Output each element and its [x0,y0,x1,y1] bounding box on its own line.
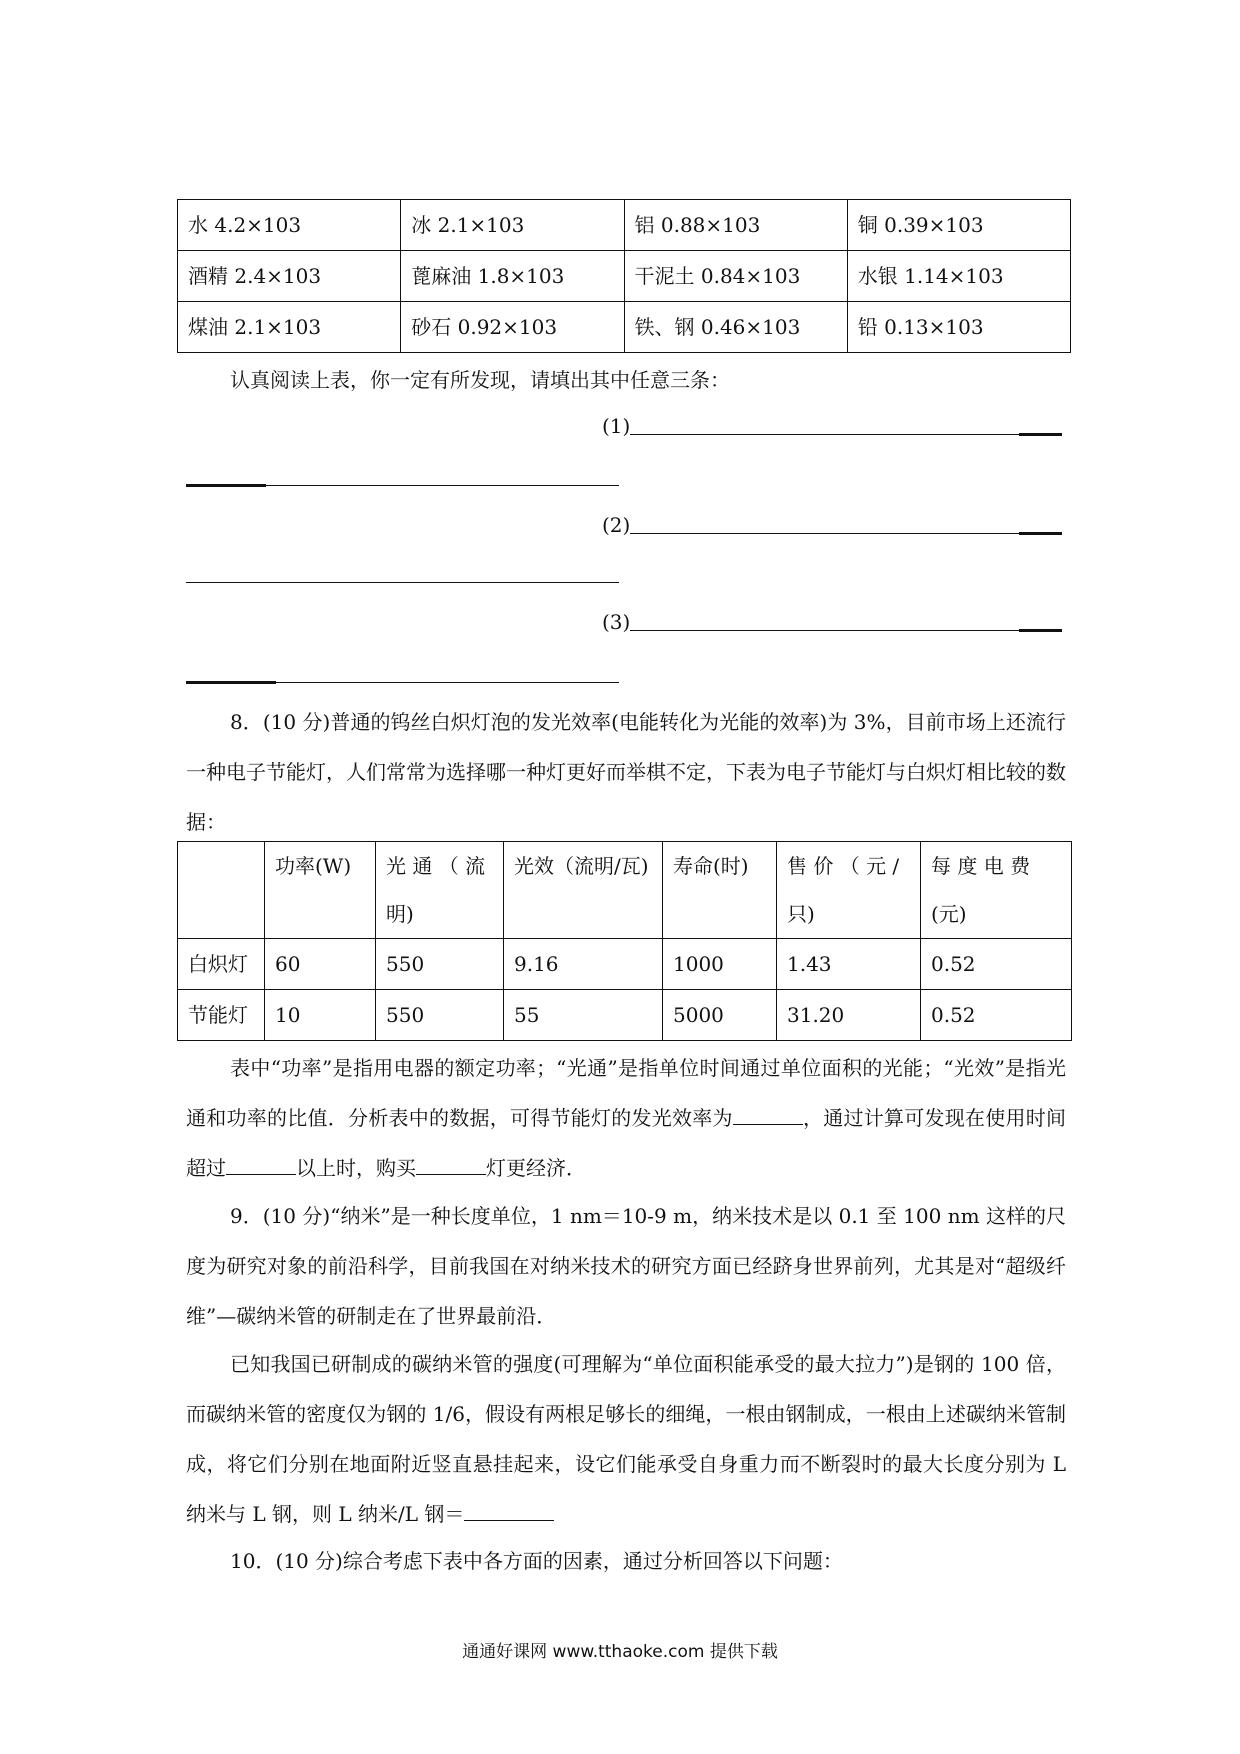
q8-intro: 8．(10 分)普通的钨丝白炽灯泡的发光效率(电能转化为光能的效率)为 3%，目前市场上还流行一种电子节能灯，人们常常为选择哪一种灯更好而举棋不定，下表为电子节能灯与白炽灯相比较的数据： [186,710,1066,834]
table-row [178,939,1072,990]
answer-line[interactable] [1019,433,1062,436]
lamp-comparison-table [177,841,1072,1041]
specific-heat-table [177,199,1071,353]
table-cell: 铁、钢 0.46×103 [624,302,847,353]
table-header-cell: 光 通 （ 流明) [376,842,504,939]
table-header-cell: 售 价 （ 元 / 只) [777,842,921,939]
answer-line[interactable] [266,485,619,486]
table-cell: 5000 [663,990,777,1041]
table-header-cell: 寿命(时) [663,842,777,939]
table-row [178,251,1071,302]
table-cell: 铜 0.39×103 [847,200,1070,251]
table-cell: 9.16 [504,939,663,990]
q8-text-part: 灯更经济． [486,1156,586,1180]
table-cell: 550 [376,939,504,990]
answer-line[interactable] [276,682,619,683]
q8-text-part: 表中“功率”是指用电器的额定功率；“光通”是指单位时间通过单位面积的光能；“光效”是指光通和功率的比值．分析表中的数据，可得节能灯的发光效率为 [186,1056,1066,1130]
table-cell: 煤油 2.1×103 [178,302,401,353]
table-header-row [178,842,1072,939]
answer-line[interactable] [630,434,1019,435]
q8-text-part: 以上时，购买 [296,1156,416,1180]
table-cell: 水 4.2×103 [178,200,401,251]
blank-label-1: (1) [602,414,631,438]
answer-line[interactable] [186,484,266,487]
q9-text [186,1339,1066,1539]
table-cell: 10 [265,990,376,1041]
q8-text-part: ，通过计算可发现在使用时间超过 [186,1106,1066,1180]
table-row [178,200,1071,251]
table-cell: 0.52 [921,990,1072,1041]
table-cell: 1.43 [777,939,921,990]
table-cell: 55 [504,990,663,1041]
fill-blank[interactable] [464,1500,554,1521]
q8-text [186,1043,1066,1193]
table-cell: 酒精 2.4×103 [178,251,401,302]
table-cell: 白炽灯 [178,939,265,990]
answer-line[interactable] [1019,532,1062,535]
table-cell: 蓖麻油 1.8×103 [401,251,624,302]
table-row [178,990,1072,1041]
answer-line[interactable] [1019,629,1062,632]
table-cell: 1000 [663,939,777,990]
answer-line[interactable] [186,582,619,583]
q10-intro: 10．(10 分)综合考虑下表中各方面的因素，通过分析回答以下问题： [230,1549,843,1573]
table-header-cell: 光效（流明/瓦) [504,842,663,939]
q9-text-part: 已知我国已研制成的碳纳米管的强度(可理解为“单位面积能承受的最大拉力”)是钢的 100 倍，而碳纳米管的密度仅为钢的 1/6，假设有两根足够长的细绳，一根由钢制成，一根由上述碳纳米管制成，将它们分别在地面附近竖直悬挂起来，设它们能承受自身重力而不断裂时的最大长度分别为 L 纳米与 L 钢，则 L 纳米/L 钢＝ [186,1352,1066,1526]
table-row [178,302,1071,353]
table-cell: 31.20 [777,990,921,1041]
table-cell: 干泥土 0.84×103 [624,251,847,302]
table-cell: 铅 0.13×103 [847,302,1070,353]
blank-label-3: (3) [602,610,631,634]
table-header-cell [178,842,265,939]
table-cell: 60 [265,939,376,990]
answer-line[interactable] [186,681,276,684]
table-cell: 550 [376,990,504,1041]
table-cell: 砂石 0.92×103 [401,302,624,353]
fill-blank[interactable] [416,1154,486,1175]
fill-blank[interactable] [226,1154,296,1175]
table-header-cell: 每 度 电 费(元) [921,842,1072,939]
fill-blank[interactable] [733,1104,803,1125]
table-cell: 0.52 [921,939,1072,990]
q9-intro: 9．(10 分)“纳米”是一种长度单位，1 nm＝10-9 m，纳米技术是以 0.1 至 100 nm 这样的尺度为研究对象的前沿科学，目前我国在对纳米技术的研究方面已经跻身世界前列，尤其是对“超级纤维”—碳纳米管的研制走在了世界最前沿． [186,1204,1066,1328]
table-cell: 铝 0.88×103 [624,200,847,251]
page-footer: 通通好课网 www.tthaoke.com 提供下载 [462,1642,778,1662]
blank-label-2: (2) [602,513,631,537]
table-cell: 冰 2.1×103 [401,200,624,251]
answer-line[interactable] [630,630,1019,631]
table-cell: 节能灯 [178,990,265,1041]
q7-prompt: 认真阅读上表，你一定有所发现，请填出其中任意三条： [230,368,730,392]
answer-line[interactable] [630,533,1019,534]
table-header-cell: 功率(W) [265,842,376,939]
table-cell: 水银 1.14×103 [847,251,1070,302]
